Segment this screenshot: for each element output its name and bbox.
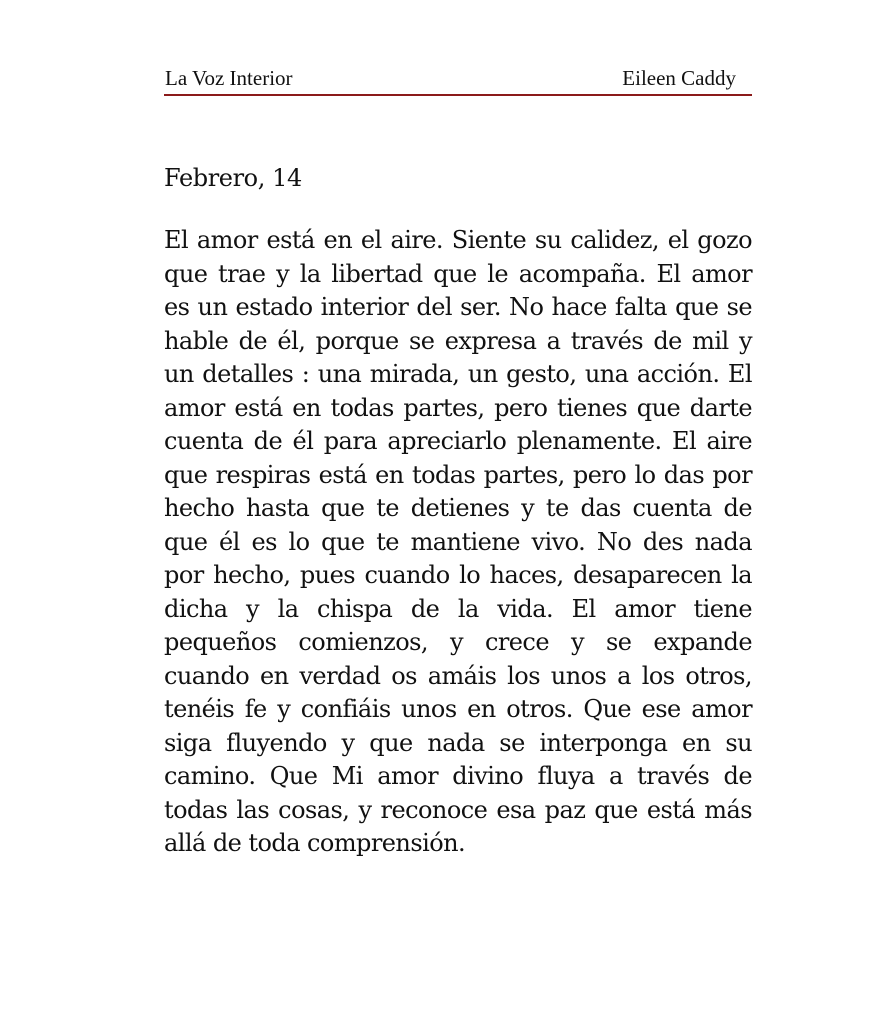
running-header — [164, 62, 752, 96]
entry-body: El amor está en el aire. Siente su calidez, el gozo que trae y la libertad que le acompaña. El amor es un estado interior del ser. No hace falta que se hable de él, porque se expresa a través de mil y un detalles : una mirada, un gesto, una acción. El amor está en todas partes, pero tienes que darte cuenta de él para apreciarlo plenamente. El aire que respiras está en todas partes, pero lo das por hecho hasta que te detienes y te das cuenta de que él es lo que te mantiene vivo. No des nada por hecho, pues cuando lo haces, desaparecen la dicha y la chispa de la vida. El amor tiene pequeños comienzos, y crece y se expande cuando en verdad os amáis los unos a los otros, tenéis fe y confiáis unos en otros. Que ese amor siga fluyendo y que nada se interponga en su camino. Que Mi amor divino fluya a través de todas las cosas, y reconoce esa paz que está más allá de toda comprensión. — [164, 226, 752, 857]
author-name: Eileen Caddy — [622, 66, 736, 90]
entry-date: Febrero, 14 — [164, 164, 302, 192]
book-title: La Voz Interior — [165, 66, 293, 90]
book-page — [164, 62, 752, 885]
